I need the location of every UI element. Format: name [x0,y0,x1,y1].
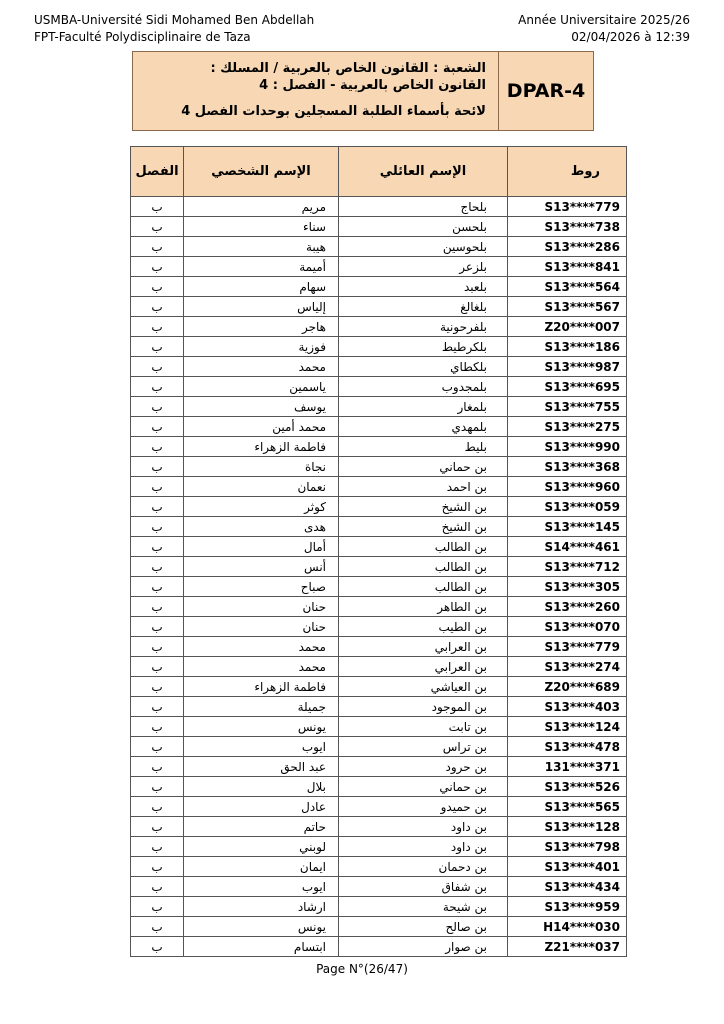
last-name-cell: بلغالغ [339,297,508,317]
code-cell: S13****070 [508,617,627,637]
code-cell: S13****712 [508,557,627,577]
table-row [131,257,627,277]
semester-cell: ب [131,497,184,517]
code-cell: S13****526 [508,777,627,797]
last-name-cell: بلحوسين [339,237,508,257]
table-row [131,797,627,817]
module-code: DPAR-4 [499,52,593,130]
last-name-cell: بلحاج [339,197,508,217]
semester-cell: ب [131,657,184,677]
last-name-cell: بن العرابي [339,657,508,677]
first-name-cell: يونس [184,917,339,937]
code-cell: S13****567 [508,297,627,317]
semester-cell: ب [131,377,184,397]
first-name-cell: هيبة [184,237,339,257]
table-row [131,477,627,497]
table-row [131,197,627,217]
code-cell: S13****275 [508,417,627,437]
semester-cell: ب [131,437,184,457]
table-row [131,597,627,617]
table-row [131,897,627,917]
first-name-cell: فوزية [184,337,339,357]
table-row [131,917,627,937]
semester-cell: ب [131,517,184,537]
semester-cell: ب [131,597,184,617]
student-table [130,146,627,957]
academic-year: Année Universitaire 2025/26 [518,13,690,27]
first-name-cell: فاطمة الزهراء [184,677,339,697]
code-cell: S13****779 [508,637,627,657]
code-cell: S13****798 [508,837,627,857]
last-name-cell: بليط [339,437,508,457]
first-name-cell: أميمة [184,257,339,277]
code-cell: S13****841 [508,257,627,277]
last-name-cell: بلفرحونية [339,317,508,337]
page-number: Page N°(26/47) [316,962,408,976]
faculty-name: FPT-Faculté Polydisciplinaire de Taza [34,30,251,44]
semester-cell: ب [131,697,184,717]
code-cell: S13****990 [508,437,627,457]
semester-cell: ب [131,917,184,937]
last-name-cell: بن العياشي [339,677,508,697]
table-row [131,777,627,797]
last-name-cell: بلمهدي [339,417,508,437]
semester-cell: ب [131,457,184,477]
first-name-cell: حنان [184,617,339,637]
table-body [131,197,627,957]
last-name-cell: بن صالح [339,917,508,937]
code-cell: S13****274 [508,657,627,677]
table-row [131,277,627,297]
last-name-cell: بن داود [339,837,508,857]
table-row [131,397,627,417]
header-first-name: الإسم الشخصي [184,147,339,197]
table-row [131,537,627,557]
last-name-cell: بن احمد [339,477,508,497]
table-header-row [131,147,627,197]
semester-cell: ب [131,277,184,297]
last-name-cell: بن الطاهر [339,597,508,617]
code-cell: S13****738 [508,217,627,237]
semester-cell: ب [131,417,184,437]
code-cell: S13****434 [508,877,627,897]
last-name-cell: بلمجدوب [339,377,508,397]
semester-cell: ب [131,737,184,757]
table-row [131,377,627,397]
code-cell: S13****128 [508,817,627,837]
semester-cell: ب [131,217,184,237]
table-row [131,757,627,777]
last-name-cell: بن صوار [339,937,508,957]
semester-cell: ب [131,817,184,837]
first-name-cell: إلياس [184,297,339,317]
semester-cell: ب [131,797,184,817]
first-name-cell: ايوب [184,737,339,757]
last-name-cell: بلكرطيط [339,337,508,357]
first-name-cell: حاتم [184,817,339,837]
table-row [131,417,627,437]
code-cell: S13****695 [508,377,627,397]
last-name-cell: بن الطيب [339,617,508,637]
last-name-cell: بن الطالب [339,537,508,557]
first-name-cell: ياسمين [184,377,339,397]
semester-cell: ب [131,877,184,897]
first-name-cell: محمد [184,357,339,377]
last-name-cell: بلزعر [339,257,508,277]
table-row [131,337,627,357]
last-name-cell: بن حماني [339,777,508,797]
header-left [34,12,314,46]
table-row [131,817,627,837]
code-cell: S13****124 [508,717,627,737]
last-name-cell: بن تابت [339,717,508,737]
header-semester: الفصل [131,147,184,197]
banner-line-2: القانون الخاص بالعربية - الفصل : 4 [259,78,486,93]
code-cell: S13****565 [508,797,627,817]
first-name-cell: يوسف [184,397,339,417]
table-row [131,737,627,757]
semester-cell: ب [131,297,184,317]
semester-cell: ب [131,477,184,497]
code-cell: S13****779 [508,197,627,217]
code-cell: S13****959 [508,897,627,917]
banner-text [133,52,499,130]
semester-cell: ب [131,777,184,797]
table-row [131,617,627,637]
last-name-cell: بلعبد [339,277,508,297]
code-cell: S13****755 [508,397,627,417]
code-cell: S13****260 [508,597,627,617]
first-name-cell: يونس [184,717,339,737]
semester-cell: ب [131,577,184,597]
first-name-cell: ابتسام [184,937,339,957]
first-name-cell: صباح [184,577,339,597]
last-name-cell: بن حميدو [339,797,508,817]
code-cell: S13****286 [508,237,627,257]
semester-cell: ب [131,557,184,577]
first-name-cell: أمال [184,537,339,557]
last-name-cell: بن العرابي [339,637,508,657]
banner-line-1: الشعبة : القانون الخاص بالعربية / المسلك : [210,61,486,76]
first-name-cell: جميلة [184,697,339,717]
title-banner [132,51,594,131]
first-name-cell: سهام [184,277,339,297]
table-row [131,517,627,537]
first-name-cell: محمد أمين [184,417,339,437]
semester-cell: ب [131,937,184,957]
header-right [518,12,690,46]
table-row [131,697,627,717]
semester-cell: ب [131,257,184,277]
first-name-cell: ايمان [184,857,339,877]
code-cell: S13****368 [508,457,627,477]
first-name-cell: أنس [184,557,339,577]
code-cell: S13****401 [508,857,627,877]
code-cell: H14****030 [508,917,627,937]
table-row [131,297,627,317]
first-name-cell: كوثر [184,497,339,517]
table-row [131,497,627,517]
semester-cell: ب [131,197,184,217]
print-datetime: 02/04/2026 à 12:39 [571,30,690,44]
university-name: USMBA-Université Sidi Mohamed Ben Abdellah [34,13,315,27]
first-name-cell: مريم [184,197,339,217]
last-name-cell: بلمغار [339,397,508,417]
table-row [131,717,627,737]
semester-cell: ب [131,837,184,857]
code-cell: S13****478 [508,737,627,757]
last-name-cell: بن شيحة [339,897,508,917]
table-row [131,557,627,577]
table-row [131,437,627,457]
table-row [131,317,627,337]
table-row [131,937,627,957]
code-cell: S13****403 [508,697,627,717]
code-cell: Z21****037 [508,937,627,957]
first-name-cell: لوبني [184,837,339,857]
code-cell: S13****564 [508,277,627,297]
table-row [131,877,627,897]
first-name-cell: حنان [184,597,339,617]
semester-cell: ب [131,677,184,697]
last-name-cell: بن الشيخ [339,517,508,537]
first-name-cell: فاطمة الزهراء [184,437,339,457]
last-name-cell: بن الطالب [339,577,508,597]
first-name-cell: نعمان [184,477,339,497]
first-name-cell: بلال [184,777,339,797]
code-cell: S13****987 [508,357,627,377]
semester-cell: ب [131,537,184,557]
last-name-cell: بن الطالب [339,557,508,577]
semester-cell: ب [131,757,184,777]
table-row [131,577,627,597]
table-row [131,857,627,877]
table-row [131,217,627,237]
semester-cell: ب [131,637,184,657]
table-row [131,657,627,677]
header-last-name: الإسم العائلي [339,147,508,197]
semester-cell: ب [131,397,184,417]
last-name-cell: بن دحمان [339,857,508,877]
code-cell: S13****960 [508,477,627,497]
table-row [131,357,627,377]
semester-cell: ب [131,897,184,917]
table-row [131,637,627,657]
last-name-cell: بن داود [339,817,508,837]
last-name-cell: بن شفاق [339,877,508,897]
first-name-cell: سناء [184,217,339,237]
first-name-cell: محمد [184,637,339,657]
code-cell: S14****461 [508,537,627,557]
last-name-cell: بن حرود [339,757,508,777]
code-cell: S13****059 [508,497,627,517]
code-cell: Z20****007 [508,317,627,337]
semester-cell: ب [131,717,184,737]
first-name-cell: محمد [184,657,339,677]
table-row [131,837,627,857]
semester-cell: ب [131,317,184,337]
semester-cell: ب [131,237,184,257]
last-name-cell: بلحسن [339,217,508,237]
first-name-cell: ارشاد [184,897,339,917]
first-name-cell: عبد الحق [184,757,339,777]
table-row [131,677,627,697]
table-row [131,237,627,257]
code-cell: S13****186 [508,337,627,357]
semester-cell: ب [131,617,184,637]
first-name-cell: هاجر [184,317,339,337]
first-name-cell: هدى [184,517,339,537]
last-name-cell: بلكطاي [339,357,508,377]
last-name-cell: بن تراس [339,737,508,757]
banner-line-3: لائحة بأسماء الطلبة المسجلين بوحدات الفصل 4 [181,104,486,119]
code-cell: S13****145 [508,517,627,537]
semester-cell: ب [131,857,184,877]
table-row [131,457,627,477]
code-cell: S13****305 [508,577,627,597]
last-name-cell: بن حماني [339,457,508,477]
semester-cell: ب [131,337,184,357]
first-name-cell: نجاة [184,457,339,477]
first-name-cell: عادل [184,797,339,817]
code-cell: 131****371 [508,757,627,777]
header-code: روط [508,147,627,197]
first-name-cell: ايوب [184,877,339,897]
last-name-cell: بن الموجود [339,697,508,717]
code-cell: Z20****689 [508,677,627,697]
semester-cell: ب [131,357,184,377]
last-name-cell: بن الشيخ [339,497,508,517]
